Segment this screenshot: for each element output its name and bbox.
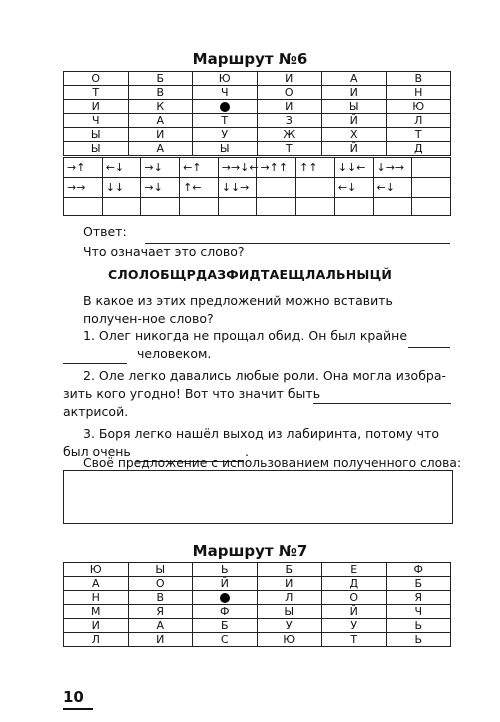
arrow-cell: →↓ — [141, 158, 180, 178]
arrow-cell — [296, 178, 335, 198]
route7-grid-cell: И — [128, 633, 193, 647]
route6-grid-cell: В — [128, 86, 193, 100]
route6-grid-cell: Ч — [193, 86, 258, 100]
route6-grid-cell: Ы — [322, 100, 387, 114]
route6-grid-cell: Т — [257, 142, 322, 156]
own-sentence-prompt: Своё предложение с использованием полученного слова: — [83, 456, 462, 470]
sentence-2-blank[interactable] — [313, 391, 451, 404]
route7-grid-row — [64, 619, 451, 633]
sentence-3-line-a: 3. Боря легко нашёл выход из лабиринта, потому что — [83, 426, 439, 441]
route7-grid-row — [64, 633, 451, 647]
arrow-cell: →↑ — [64, 158, 103, 178]
sentence-1-blank-2[interactable] — [63, 351, 127, 364]
route6-grid-cell: Ю — [386, 100, 451, 114]
route7-grid-cell: У — [257, 619, 322, 633]
route6-grid-cell: А — [128, 114, 193, 128]
arrow-cell[interactable] — [218, 198, 257, 216]
route6-grid-cell: Ы — [64, 128, 129, 142]
route6-grid-cell: Ч — [64, 114, 129, 128]
sentence-1-line-b: человеком. — [137, 346, 212, 361]
sentence-2-line-b: зить кого угодно! Вот что значит быть — [63, 386, 321, 401]
route7-title: Маршрут №7 — [192, 542, 308, 560]
route7-grid-cell: Ф — [193, 605, 258, 619]
route6-grid-cell: З — [257, 114, 322, 128]
route6-grid-cell: Т — [386, 128, 451, 142]
route7-grid-cell: Л — [257, 591, 322, 605]
route6-grid-row — [64, 114, 451, 128]
arrow-cell: →→ — [64, 178, 103, 198]
route6-grid-cell: И — [257, 72, 322, 86]
sentence-1-blank[interactable] — [408, 335, 450, 348]
route7-grid-cell: Д — [322, 577, 387, 591]
route7-grid-cell: А — [128, 619, 193, 633]
route6-grid-cell: У — [193, 128, 258, 142]
route7-grid-cell: Я — [386, 591, 451, 605]
route7-grid-cell: Н — [64, 591, 129, 605]
arrow-cell: ↑← — [180, 178, 219, 198]
route6-grid-cell: Ж — [257, 128, 322, 142]
route6-grid-cell: В — [386, 72, 451, 86]
route7-grid-cell: Ы — [257, 605, 322, 619]
route6-title: Маршрут №6 — [192, 50, 308, 68]
arrow-cell: ←↓ — [334, 178, 373, 198]
route6-grid-cell: Х — [322, 128, 387, 142]
route6-grid-cell: И — [322, 86, 387, 100]
route6-grid-cell: И — [257, 100, 322, 114]
route6-grid-cell: А — [322, 72, 387, 86]
arrow-cell[interactable] — [180, 198, 219, 216]
route7-grid-cell: Я — [128, 605, 193, 619]
sentence-1-line-a: 1. Олег никогда не прощал обид. Он был крайне — [83, 328, 408, 343]
arrow-cell — [257, 178, 296, 198]
route7-grid-cell: О — [128, 577, 193, 591]
arrow-cell: ↓↓ — [102, 178, 141, 198]
route6-arrow-table — [63, 157, 451, 216]
route6-grid-cell: Н — [386, 86, 451, 100]
route6-grid-cell: И — [128, 128, 193, 142]
start-dot-icon — [220, 593, 230, 603]
page-number: 10 — [63, 688, 84, 706]
route7-grid-cell: Б — [193, 619, 258, 633]
arrow-cell: ←↓ — [373, 178, 412, 198]
route6-grid-cell: И — [64, 100, 129, 114]
route7-grid-row — [64, 591, 451, 605]
arrow-row — [64, 178, 451, 198]
route7-grid-cell: В — [128, 591, 193, 605]
route6-grid-cell: Ю — [193, 72, 258, 86]
insert-question: В какое из этих предложений можно вставить получен-ное слово? — [83, 293, 393, 326]
sentence-3-line-b: был очень — [63, 444, 131, 459]
answer-row — [83, 223, 127, 241]
route7-grid-cell: Ч — [386, 605, 451, 619]
arrow-cell: →↑↑ — [257, 158, 296, 178]
route7-grid-start-dot-cell — [193, 591, 258, 605]
route6-letter-grid — [63, 71, 451, 156]
route7-letter-grid — [63, 562, 451, 647]
arrow-cell[interactable] — [102, 198, 141, 216]
route7-grid-cell: Й — [322, 605, 387, 619]
route7-grid-cell: Т — [322, 633, 387, 647]
route7-grid-cell: Ю — [257, 633, 322, 647]
arrow-cell[interactable] — [257, 198, 296, 216]
arrow-cell — [412, 158, 451, 178]
arrow-cell: ↑↑ — [296, 158, 335, 178]
own-sentence-box[interactable] — [63, 470, 453, 524]
route6-grid-cell: Л — [386, 114, 451, 128]
sentence-2-line-c: актрисой. — [63, 404, 129, 419]
route7-grid-cell: Б — [257, 563, 322, 577]
route7-grid-cell: Ю — [64, 563, 129, 577]
route6-grid-cell: Т — [64, 86, 129, 100]
route7-grid-cell: Ь — [193, 563, 258, 577]
route6-grid-row — [64, 86, 451, 100]
route7-grid-cell: Ф — [386, 563, 451, 577]
arrow-cell[interactable] — [412, 198, 451, 216]
sentence-3-period: . — [245, 444, 249, 459]
route7-grid-cell: О — [322, 591, 387, 605]
route6-grid-cell: Ы — [193, 142, 258, 156]
arrow-cell[interactable] — [141, 198, 180, 216]
encoded-word: СЛОЛОБЩРДАЗФИДТАЕЩЛАЛЬНЫЦЙ — [107, 267, 393, 282]
route6-grid-cell: О — [257, 86, 322, 100]
route6-grid-cell: К — [128, 100, 193, 114]
route7-grid-cell: Л — [64, 633, 129, 647]
route7-grid-row — [64, 605, 451, 619]
route7-grid-cell: Й — [193, 577, 258, 591]
arrow-cell: ←↓ — [102, 158, 141, 178]
page-number-rule — [63, 708, 93, 710]
arrow-cell: →↓ — [141, 178, 180, 198]
route6-grid-cell: Т — [193, 114, 258, 128]
route6-grid-row — [64, 100, 451, 114]
route6-grid-cell: О — [64, 72, 129, 86]
route6-grid-row — [64, 72, 451, 86]
route6-grid-cell: А — [128, 142, 193, 156]
arrow-cell: ↓→→ — [373, 158, 412, 178]
route7-grid-cell: И — [64, 619, 129, 633]
route6-grid-row — [64, 142, 451, 156]
arrow-cell — [412, 178, 451, 198]
route6-grid-row — [64, 128, 451, 142]
arrow-cell: ←↑ — [180, 158, 219, 178]
arrow-cell[interactable] — [64, 198, 103, 216]
arrow-cell[interactable] — [373, 198, 412, 216]
route7-grid-cell: Е — [322, 563, 387, 577]
arrow-cell[interactable] — [296, 198, 335, 216]
route6-grid-cell: Б — [128, 72, 193, 86]
arrow-row — [64, 158, 451, 178]
route7-grid-cell: У — [322, 619, 387, 633]
arrow-row — [64, 198, 451, 216]
route7-grid-cell: Ь — [386, 619, 451, 633]
route6-grid-cell: Ы — [64, 142, 129, 156]
sentence-2-line-a: 2. Оле легко давались любые роли. Она могла изобра- — [83, 368, 447, 383]
route7-grid-cell: Ы — [128, 563, 193, 577]
route6-grid-cell: Й — [322, 114, 387, 128]
route6-grid-start-dot-cell — [193, 100, 258, 114]
answer-label: Ответ: — [83, 224, 127, 239]
arrow-cell: ↓↓← — [334, 158, 373, 178]
route6-grid-cell: Д — [386, 142, 451, 156]
route7-grid-row — [64, 563, 451, 577]
route7-grid-cell: Б — [386, 577, 451, 591]
arrow-cell: →→↓← — [218, 158, 257, 178]
meaning-question: Что означает это слово? — [83, 244, 245, 259]
start-dot-icon — [220, 102, 230, 112]
route7-grid-cell: С — [193, 633, 258, 647]
route6-grid-cell: Й — [322, 142, 387, 156]
arrow-cell[interactable] — [334, 198, 373, 216]
route7-grid-cell: И — [257, 577, 322, 591]
route7-grid-cell: Ь — [386, 633, 451, 647]
arrow-cell: ↓↓→ — [218, 178, 257, 198]
route7-grid-cell: М — [64, 605, 129, 619]
route7-grid-cell: А — [64, 577, 129, 591]
route7-grid-row — [64, 577, 451, 591]
